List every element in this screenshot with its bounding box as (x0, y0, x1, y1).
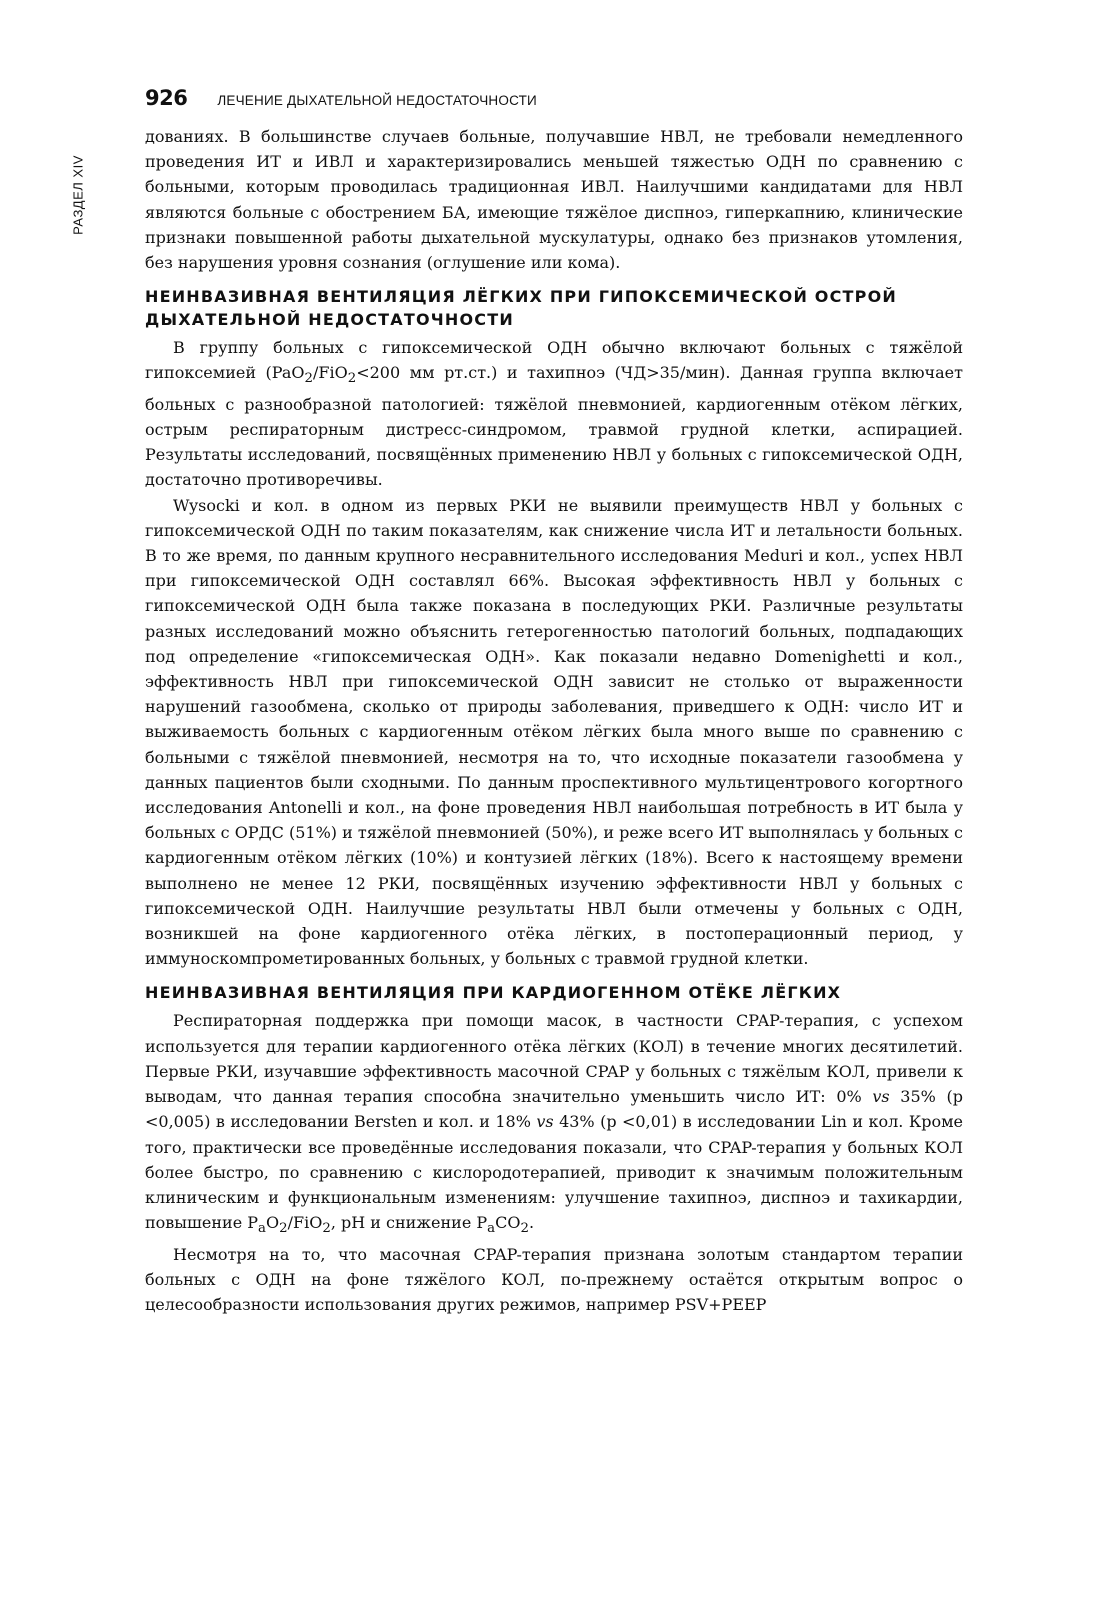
subscript: a (487, 1221, 496, 1237)
text-run: В группу больных с гипоксемической ОДН обычно включают больных с тяжёлой гипоксемией (PaO (145, 338, 963, 383)
text-run: /FiO (312, 363, 348, 383)
italic-vs: vs (872, 1087, 890, 1107)
body-text (145, 124, 963, 1317)
subscript: 2 (347, 371, 357, 387)
text-run: Респираторная поддержка при помощи масок, в частности CPAP-терапия, с успехом используется для терапии кардиогенного отёка лёгких (КОЛ) в течение многих десятилетий. Первые РКИ, изучавшие эффективность масочной CPAP у больных с тяжёлым КОЛ, привели к выводам, что данная терапия способна значительно уменьшить число ИТ: 0% (145, 1011, 963, 1107)
page-number: 926 (145, 86, 188, 110)
text-run: O (265, 1213, 280, 1233)
section-side-label: РАЗДЕЛ XIV (70, 155, 86, 235)
subscript: 2 (304, 371, 313, 387)
text-run: <200 мм рт.ст.) и тахипноэ (ЧД>35/мин). Данная группа включает больных с разнообразной патологией: тяжёлой пневмонией, кардиогенным отёком лёгких, острым респираторным дистресс-синдромом, травмой грудной клетки, аспирацией. Результаты исследований, посвящённых применению НВЛ у больных с гипоксемической ОДН, достаточно противоречивы. (145, 363, 963, 490)
text-run: . (528, 1213, 535, 1233)
text-run: , pH и снижение P (330, 1213, 488, 1233)
text-run: CO (495, 1213, 521, 1233)
text-run: /FiO (287, 1213, 323, 1233)
subscript: 2 (520, 1221, 529, 1237)
text-run: 35% (р <0,005) в исследовании Bersten и кол. и 18% (145, 1087, 964, 1132)
text-run: 43% (р <0,01) в исследовании Lin и кол. Кроме того, практически все проведённые исследования показали, что CPAP-терапия у больных КОЛ более быстро, по сравнению с кислородотерапией, приводит к значимым положительным клиническим и функциональным изменениям: улучшение тахипноэ, диспноэ и тахикардии, повышение P (145, 1112, 964, 1233)
section-heading-cardiogenic: НЕИНВАЗИВНАЯ ВЕНТИЛЯЦИЯ ПРИ КАРДИОГЕННОМ ОТЁКЕ ЛЁГКИХ (145, 983, 842, 1003)
subscript: 2 (279, 1221, 288, 1237)
italic-vs: vs (536, 1112, 554, 1132)
subscript: 2 (322, 1221, 331, 1237)
paragraph-continued: дованиях. В большинстве случаев больные, получавшие НВЛ, не требовали немедленного проведения ИТ и ИВЛ и характеризировались меньшей тяжестью ОДН по сравнению с больными, которым проводилась традиционная ИВЛ. Наилучшими кандидатами для НВЛ являются больные с обострением БА, имеющие тяжёлое диспноэ, гиперкапнию, клинические признаки повышенной работы дыхательной мускулатуры, однако без признаков утомления, без нарушения уровня сознания (оглушение или кома). (145, 127, 963, 273)
running-header (145, 86, 965, 116)
paragraph: Wysocki и кол. в одном из первых РКИ не выявили преимуществ НВЛ у больных с гипоксемической ОДН по таким показателям, как снижение числа ИТ и летальности больных. В то же время, по данным крупного несравнительного исследования Meduri и кол., успех НВЛ при гипоксемической ОДН составлял 66%. Высокая эффективность НВЛ у больных с гипоксемической ОДН была также показана в последующих РКИ. Различные результаты разных исследований можно объяснить гетерогенностью патологий больных, подпадающих под определение «гипоксемическая ОДН». Как показали недавно Domenighetti и кол., эффективность НВЛ при гипоксемической ОДН зависит не столько от выраженности нарушений газообмена, сколько от природы заболевания, приведшего к ОДН: число ИТ и выживаемость больных с кардиогенным отёком лёгких была много выше по сравнению с больными с тяжёлой пневмонией, несмотря на то, что исходные показатели газообмена у данных пациентов были сходными. По данным проспективного мультицентрового когортного исследования Antonelli и кол., на фоне проведения НВЛ наибольшая потребность в ИТ была у больных с ОРДС (51%) и тяжёлой пневмонией (50%), и реже всего ИТ выполнялась у больных с кардиогенным отёком лёгких (10%) и контузией лёгких (18%). Всего к настоящему времени выполнено не менее 12 РКИ, посвящённых изучению эффективности НВЛ у больных с гипоксемической ОДН. Наилучшие результаты НВЛ были отмечены у больных с ОДН, возникшей на фоне кардиогенного отёка лёгких, в постоперационный период, у иммуноскомпрометированных больных, у больных с травмой грудной клетки. (145, 495, 963, 969)
subscript: a (258, 1221, 266, 1237)
paragraph: Несмотря на то, что масочная CPAP-терапия признана золотым стандартом терапии больных с ОДН на фоне тяжёлого КОЛ, по-прежнему остаётся открытым вопрос о целесообразности использования других режимов, например PSV+PEEP (145, 1244, 963, 1314)
paragraph (145, 1008, 963, 1241)
paragraph (145, 335, 963, 492)
running-title: ЛЕЧЕНИЕ ДЫХАТЕЛЬНОЙ НЕДОСТАТОЧНОСТИ (217, 93, 537, 108)
section-heading-hypoxemic: НЕИНВАЗИВНАЯ ВЕНТИЛЯЦИЯ ЛЁГКИХ ПРИ ГИПОКСЕМИЧЕСКОЙ ОСТРОЙ ДЫХАТЕЛЬНОЙ НЕДОСТАТОЧНОСТИ (145, 287, 897, 330)
